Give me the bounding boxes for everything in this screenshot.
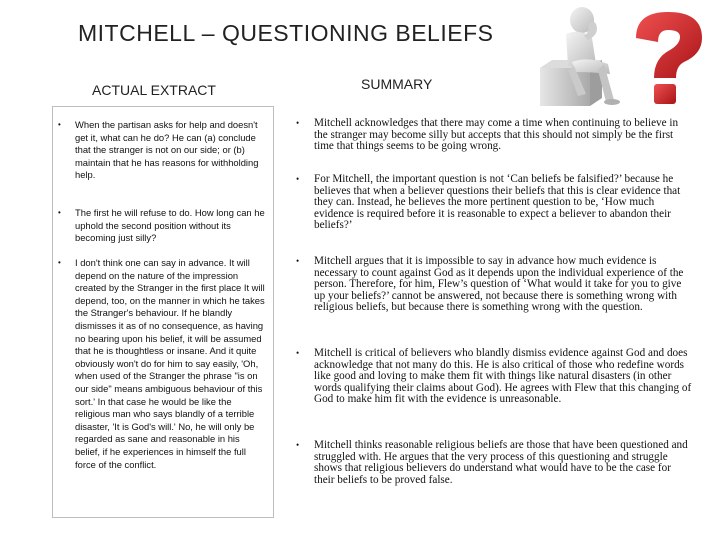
extract-item-text: The first he will refuse to do. How long can he uphold the second position without its becoming just silly? [75,207,265,244]
bullet-icon: • [58,120,61,129]
bullet-icon: • [58,208,61,217]
extract-item [53,257,271,471]
bullet-icon: • [296,256,300,266]
slide-title: MITCHELL – QUESTIONING BELIEFS [78,20,494,46]
summary-item [296,348,694,406]
summary-heading: SUMMARY [361,76,433,92]
bullet-icon: • [296,118,300,128]
summary-item-text: Mitchell acknowledges that there may come a time when continuing to believe in the stranger may become silly but accepts that this should not simply be the first time that things seems to be going wrong. [314,117,679,152]
summary-item-text: Mitchell is critical of believers who blandly dismiss evidence against God and does acknowledge that not many do this. He is also critical of those who redefine words like good and loving to make them fit with things like natural disasters (in other words qualifying their claims about God). He agrees with Flew that this changing of God to make him fit with the evidence is unreasonable. [314,347,692,405]
extract-item-text: When the partisan asks for help and doesn't get it, what can he do? He can (a) conclude that the stranger is not on our side; or (b) maintain that he has reasons for withholding help. [75,119,259,181]
extract-item-text: I don't think one can say in advance. It will depend on the nature of the impression created by the Stranger in the first place It will depend, too, on the manner in which he takes the Stranger's behaviour. If he blandly dismisses it as of no consequence, as having no bearing upon his belief, it will be assumed that he is thoughtless or insane. And it quite obviously won't do for him to say easily, 'Oh, when used of the Stranger the phrase "is on our side" means ambiguous behaviour of this sort.' In that case he would be like the religious man who says blandly of a terrible disaster, 'It is God's will.' No, he will only be regarded as sane and reasonable in his belief, if he experiences in himself the full force of the conflict. [75,257,265,470]
extract-item [53,207,271,245]
bullet-icon: • [296,348,300,358]
summary-item [296,440,694,486]
summary-item [296,256,694,314]
extract-heading: ACTUAL EXTRACT [92,82,216,98]
summary-item-text: Mitchell thinks reasonable religious beliefs are those that have been questioned and struggled with. He argues that the very process of this questioning and struggle shows that religious believers do understand what would have to be the case for their beliefs to be proved false. [314,439,688,486]
extract-box [52,106,274,518]
extract-item [53,119,271,182]
summary-item-text: For Mitchell, the important question is not ‘Can beliefs be falsified?’ because he believes that when a believer questions their beliefs that this is clear evidence that they can. Instead, he believes the more pertinent question to be, ‘How much evidence is required before it is reasonable to expect a believer to abandon their beliefs?’ [314,173,681,231]
bullet-icon: • [296,174,300,184]
summary-item [296,118,694,153]
bullet-icon: • [296,440,300,450]
bullet-icon: • [58,258,61,267]
summary-item-text: Mitchell argues that it is impossible to say in advance how much evidence is necessary to count against God as it depends upon the individual experience of the person. Therefore, for him, Flew’s question of ‘What would it take for you to give up your beliefs?’ cannot be answered, not because there is something wrong with religious beliefs, but because there is something wrong with the question. [314,255,684,313]
thinking-figure-question-mark-icon [526,4,718,108]
summary-item [296,174,694,232]
